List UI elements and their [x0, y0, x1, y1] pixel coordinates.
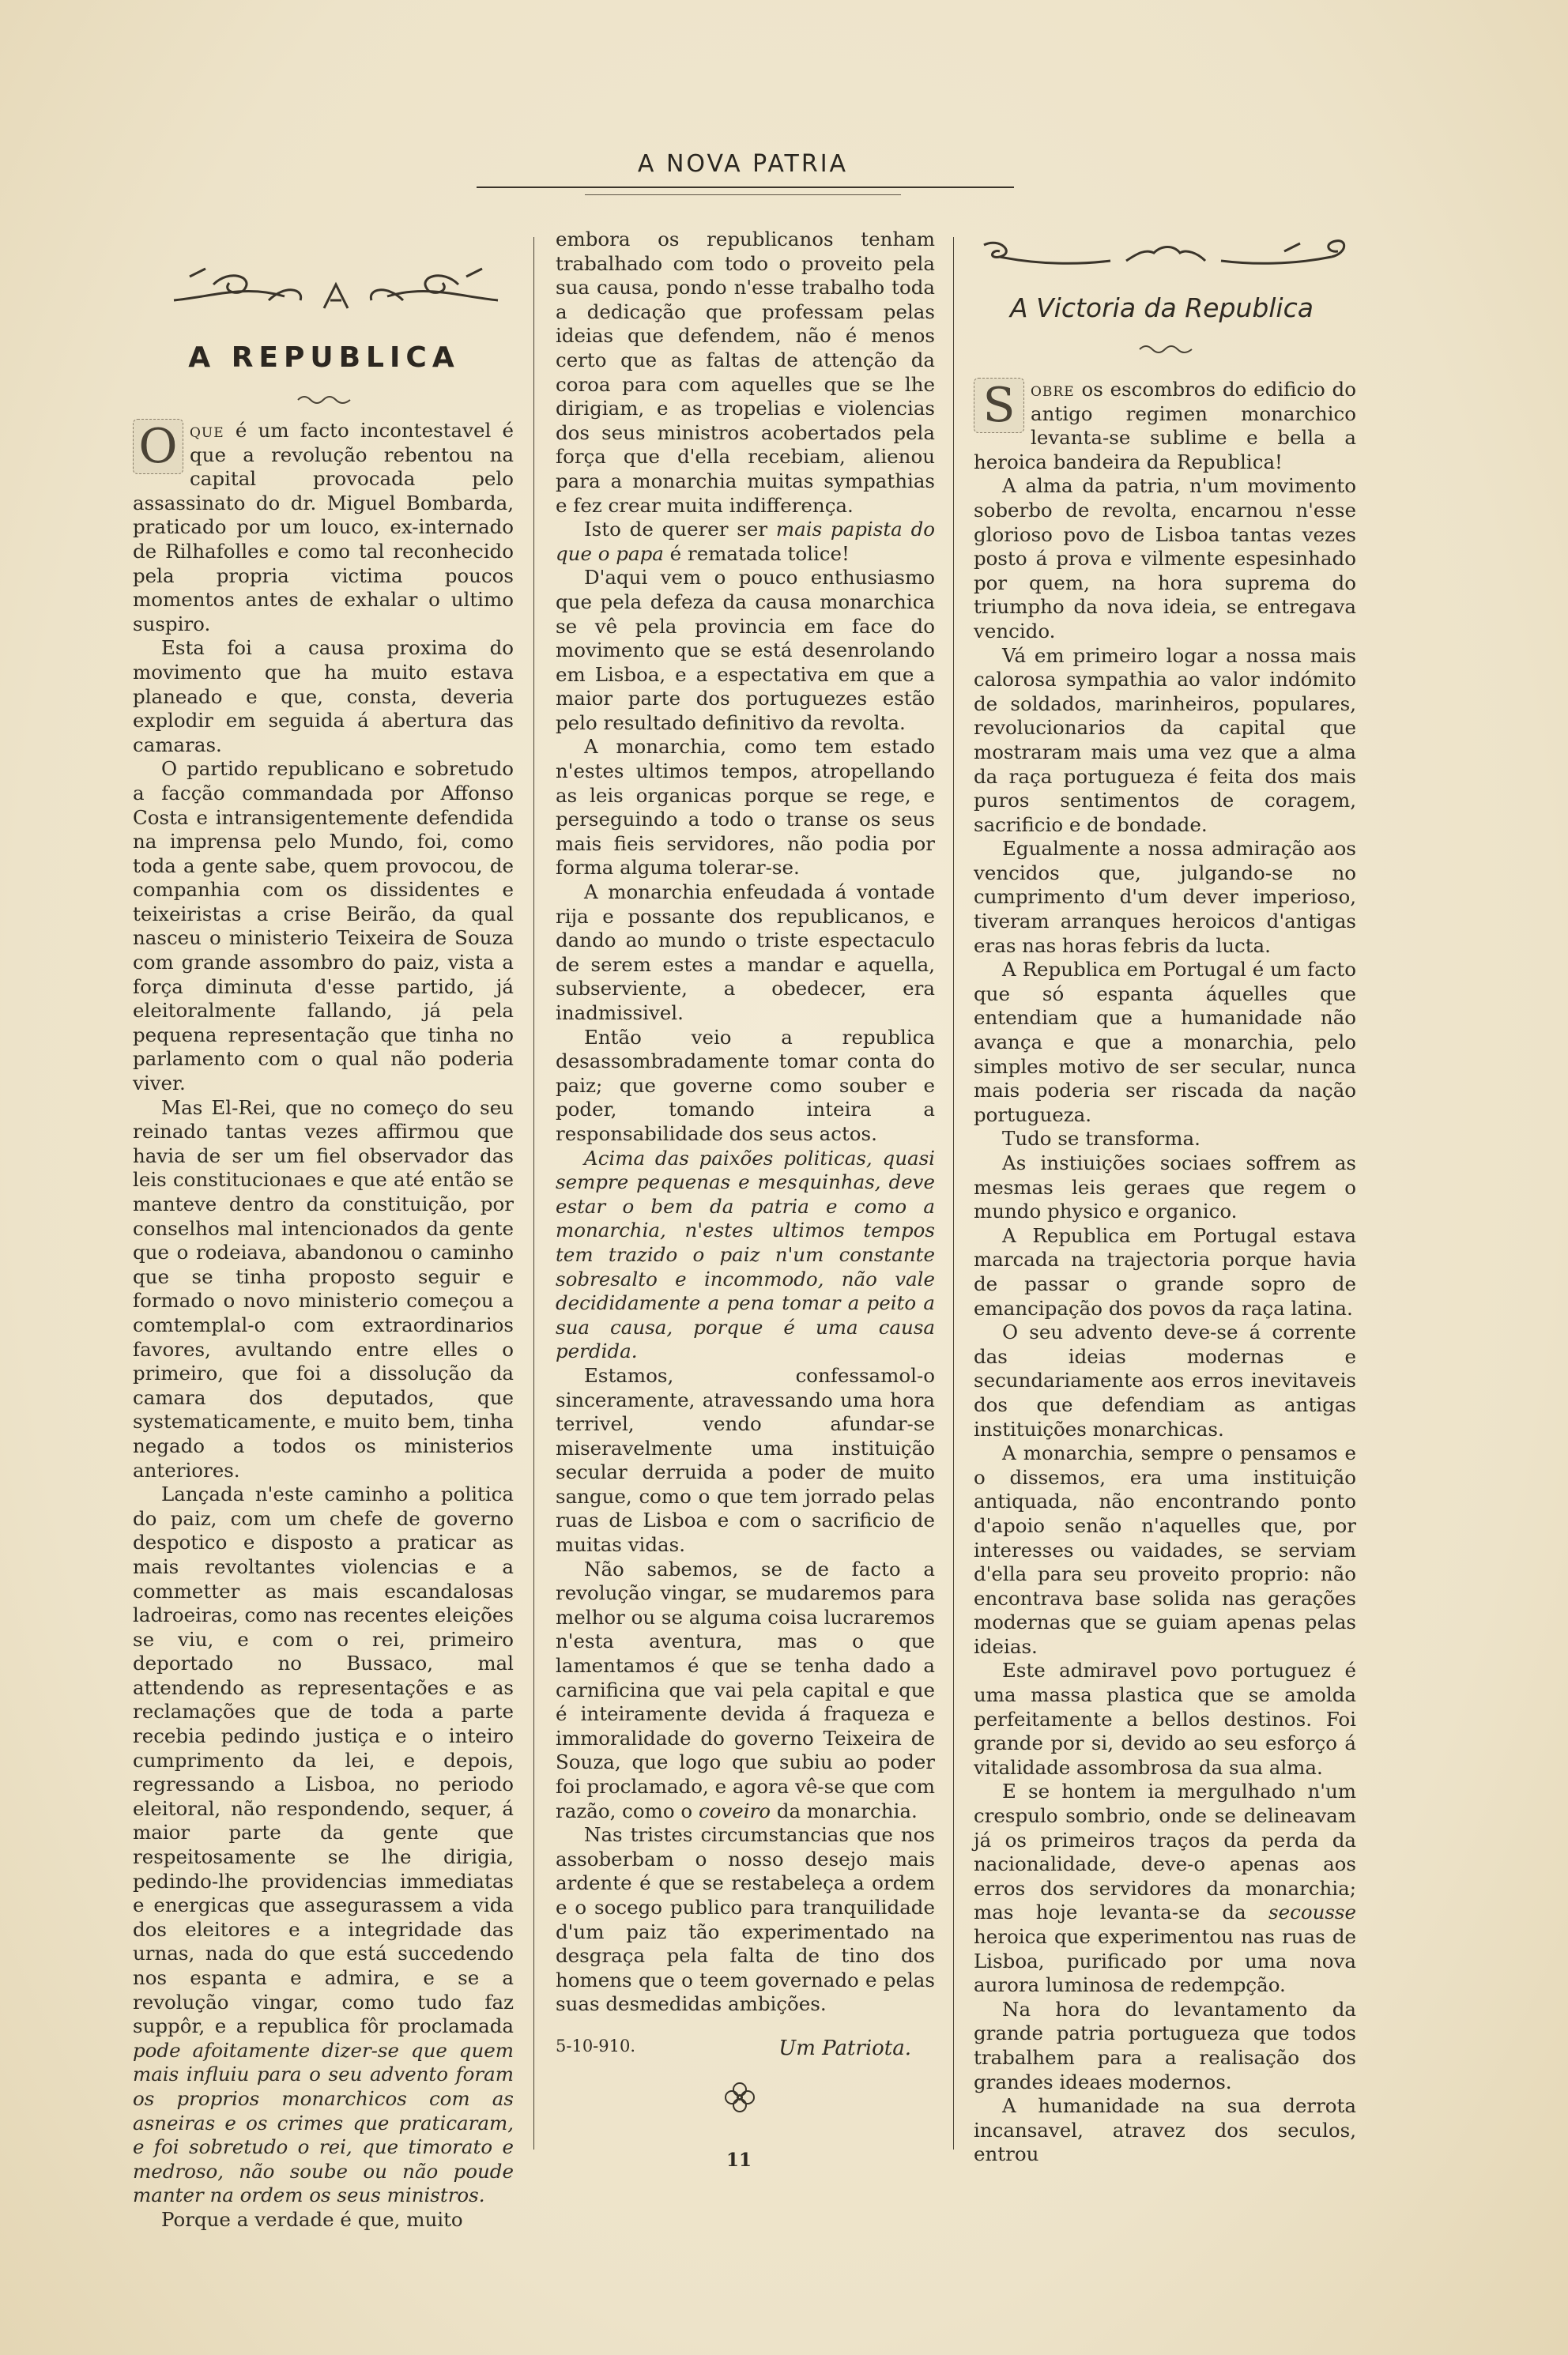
paragraph: A humanidade na sua derrota incansavel, atravez dos seculos, entrou: [974, 2094, 1356, 2166]
paragraph-text: heroica que experimentou nas ruas de Lisboa, purificado por uma nova aurora luminosa de redempção.: [974, 1925, 1356, 1997]
paragraph: A Republica em Portugal é um facto que só espanta áquelles que entendiam que a humanidade não avança e que a monarchia, pelo simples motivo de ser secular, nunca mais poderia ser riscada da nação portugueza.: [974, 958, 1356, 1126]
paragraph-text: os escombros do edificio do antigo regimen monarchico levanta-se sublime e bella a heroica bandeira da Republica!: [974, 378, 1356, 473]
paragraph: Porque a verdade é que, muito: [161, 2207, 463, 2231]
paragraph: [974, 1780, 1356, 1997]
paragraph: As instiuições sociaes soffrem as mesmas leis geraes que regem o mundo physico e organico.: [974, 1151, 1356, 1223]
paragraph: [556, 1558, 935, 1824]
italic-quote: pode afoitamente dizer-se que quem mais influiu para o seu advento foram os proprios monarchicos com as asneiras e os crimes que praticaram, e foi sobretudo o rei, que timorato e medroso, não soube ou não poude manter na ordem os seus ministros.: [133, 2038, 514, 2207]
squiggle-divider-icon: [296, 394, 352, 405]
paragraph: Mas El-Rei, que no começo do seu reinado tantas vezes affirmou que havia de ser um fiel observador das leis constitucionaes e que até então se manteve dentro da constituição, por conselhos mal intencionados da gente que o rodeiava, abandonou o caminho que se tinha proposto seguir e formado o novo ministerio começou a comtemplal-o com extraordinarios favores, avultando entre elles o primeiro, que foi a dissolução da camara dos deputados, que systematicamente, e muito bem, tinha negado a todos os ministerios anteriores.: [133, 1095, 514, 1482]
page-header: A NOVA PATRIA: [637, 150, 849, 178]
paragraph: [133, 419, 514, 636]
paragraph: [974, 378, 1356, 474]
first-word: que: [190, 419, 224, 442]
paragraph: Vá em primeiro logar a nossa mais calorosa sympathia ao valor indómito de soldados, marinheiros, populares, revolucionarios da capital que mostraram mais uma vez que a alma da raça portugueza é feita dos mais puros sentimentos de coragem, sacrificio e de bondade.: [974, 643, 1356, 836]
italic-word: secousse: [1268, 1901, 1356, 1924]
paragraph: [133, 1483, 514, 2208]
article-title: A Victoria da Republica: [1010, 292, 1314, 323]
paragraph: A monarchia enfeudada á vontade rija e possante dos republicanos, e dando ao mundo o triste espectaculo de serem estes a mandar e aquella, subserviente, a obedecer, era inadmissivel.: [556, 880, 935, 1024]
flower-ornament-icon: [721, 2078, 759, 2116]
paragraph-text: é um facto incontestavel é que a revolução rebentou na capital provocada pelo assassinato do dr. Miguel Bombarda, praticado por um louco, ex-internado de Rilhafolles e como tal reconhecido pela propria victima poucos momentos antes de exhalar o ultimo suspiro.: [133, 419, 514, 635]
paragraph-text: Lançada n'este caminho a politica do paiz, com um chefe de governo despotico e disposto a praticar as mais revoltantes violencias e a commetter as mais escandalosas ladroeiras, como nas recentes eleições se viu, e com o rei, primeiro deportado no Bussaco, mal attendendo as representações e as reclamações que de toda a parte recebia pedindo justiça e o inteiro cumprimento da lei, e depois, regressando a Lisboa, no periodo eleitoral, não respondendo, sequer, á maior parte da gente que respeitosamente se lhe dirigia, pedindo-lhe providencias immediatas e energicas que assegurassem a vida dos eleitores e a integridade das urnas, nada do que está succedendo nos espanta e admira, e se a revolução vingar, como tudo faz suppôr, e a republica fôr proclamada: [133, 1483, 514, 2038]
paragraph: A monarchia, como tem estado n'estes ultimos tempos, atropellando as leis organicas porque se rege, e perseguindo a todo o transe os seus mais fieis servidores, não podia por forma alguma tolerar-se.: [556, 735, 935, 880]
paragraph: Nas tristes circumstancias que nos assoberbam o nosso desejo mais ardente é que se restabeleça a ordem e o socego publico para tranquilidade d'um paiz tão experimentado na desgraça pela falta de tino dos homens que o teem governado e pelas suas desmedidas ambições.: [556, 1823, 935, 2016]
paragraph: Esta foi a causa proxima do movimento que ha muito estava planeado e que, consta, deveria explodir em seguida á abertura das camaras.: [133, 636, 514, 756]
column-divider: [533, 237, 534, 2150]
article-date: 5-10-910.: [556, 2036, 636, 2055]
header-rule: [477, 187, 1014, 188]
paragraph: [556, 1147, 935, 1364]
article-title: A REPUBLICA: [188, 341, 460, 374]
ornament-flourish-icon: [166, 253, 506, 324]
paragraph: [556, 518, 935, 566]
drop-cap: O: [133, 419, 183, 474]
paragraph: Então veio a republica desassombradamente tomar conta do paiz; que governe como souber e poder, tomando inteira a responsabilidade dos seus actos.: [556, 1025, 935, 1145]
column-divider: [953, 237, 954, 2150]
drop-cap: S: [974, 378, 1024, 433]
italic-word: coveiro: [698, 1799, 771, 1822]
paragraph-text: é rematada tolice!: [669, 541, 850, 565]
squiggle-divider-icon: [1138, 343, 1193, 354]
column-1: [133, 419, 514, 2233]
paragraph: O partido republicano e sobretudo a facção commandada por Affonso Costa e intransigentemente defendida na imprensa pelo Mundo, foi, como toda a gente sabe, quem provocou, de companhia com os dissidentes e teixeiristas a crise Beirão, da qual nasceu o ministerio Teixeira de Souza com grande assombro do paiz, vista a força diminuta d'esse partido, já eleitoralmente fallando, já pela pequena representação que tinha no parlamento com o qual não poderia viver.: [133, 757, 514, 1095]
paragraph: Este admiravel povo portuguez é uma massa plastica que se amolda perfeitamente a bellos destinos. Foi grande por si, devido ao seu esforço á vitalidade assombrosa da sua alma.: [974, 1659, 1356, 1779]
paragraph: O seu advento deve-se á corrente das ideias modernas e secundariamente aos erros inevitaveis dos que defendiam as antigas instituições monarchicas.: [974, 1321, 1356, 1441]
paragraph: Tudo se transforma.: [1002, 1127, 1200, 1151]
paragraph: A Republica em Portugal estava marcada na trajectoria porque havia de passar o grande sopro de emancipação dos povos da raça latina.: [974, 1223, 1356, 1320]
paragraph: Na hora do levantamento da grande patria portugueza que todos trabalhem para a realisação dos grandes ideaes modernos.: [974, 1997, 1356, 2093]
column-2: [556, 228, 935, 2060]
paragraph: A alma da patria, n'um movimento soberbo de revolta, encarnou n'esse glorioso povo de Lisboa tantas vezes posto á prova e vilmente espesinhado por quem, na hora suprema do triumpho da nova ideia, se entregava vencido.: [974, 474, 1356, 642]
paragraph: A monarchia, sempre o pensamos e o dissemos, era uma instituição antiquada, não encontrando ponto d'apoio senão n'aquelles que, por interesses ou vaidades, se serviam d'ella para seu proveito proprio: não encontrava base solida nas gerações modernas que se guiam apenas pelas ideias.: [974, 1441, 1356, 1658]
paragraph: Estamos, confessamol-o sinceramente, atravessando uma hora terrivel, vendo afundar-se miseravelmente uma instituição secular derruida a poder de muito sangue, como o que tem jorrado pelas ruas de Lisboa e com o sacrificio de muitas vidas.: [556, 1363, 935, 1557]
column-3: [974, 378, 1356, 2167]
header-rule-secondary: [585, 194, 901, 195]
paragraph: embora os republicanos tenham trabalhado com todo o proveito pela sua causa, pondo n'esse trabalho toda a dedicação que professam pelas ideias que defendem, não é menos certo que as faltas de attenção da coroa para com aquelles que se lhe dirigiam, e as tropelias e violencias dos seus ministros acobertados pela força que d'ella recebiam, alienou para a monarchia muitas sympathias e fez crear muita indifferença.: [556, 228, 935, 517]
article-signature: Um Patriota.: [778, 2036, 911, 2060]
paragraph-text: Não sabemos, se de facto a revolução vingar, se mudaremos para melhor ou se alguma coisa lucraremos n'esta aventura, mas o que lamentamos é que se tenha dado a carnificina que vai pela capital e que é inteiramente devida á fraqueza e immoralidade do governo Teixeira de Souza, que logo que subiu ao poder foi proclamado, e agora vê-se que com razão, como o: [556, 1557, 935, 1822]
page-number: 11: [726, 2150, 752, 2171]
ornament-flourish-icon: [976, 229, 1355, 292]
italic-phrase: mais papista do que o papa: [556, 518, 935, 565]
paragraph-text: da monarchia.: [776, 1799, 918, 1822]
paragraph-text: Isto de querer ser: [584, 518, 768, 541]
first-word: obre: [1031, 378, 1075, 401]
paragraph: D'aqui vem o pouco enthusiasmo que pela defeza da causa monarchica se vê pela provincia em face do movimento que se está desenrolando em Lisboa, e a espectativa em que a maior parte dos portuguezes estão pelo resultado definitivo da revolta.: [556, 566, 935, 734]
paragraph-text: E se hontem ia mergulhado n'um crespulo sombrio, onde se delineavam já os primeiros traços da perda da nacionalidade, deve-o apenas aos erros dos servidores da monarchia; mas hoje levanta-se da: [974, 1780, 1356, 1924]
italic-paragraph: Acima das paixões politicas, quasi sempre pequenas e mesquinhas, deve estar o bem da patria e como a monarchia, n'estes ultimos tempos tem trazido o paiz n'um constante sobresalto e incommodo, não vale decididamente a pena tomar a peito a sua causa, porque é uma causa perdida.: [556, 1146, 935, 1363]
paragraph: Egualmente a nossa admiração aos vencidos que, julgando-se no cumprimento d'um dever imperioso, tiveram arranques heroicos d'antigas eras nas horas febris da lucta.: [974, 837, 1356, 957]
